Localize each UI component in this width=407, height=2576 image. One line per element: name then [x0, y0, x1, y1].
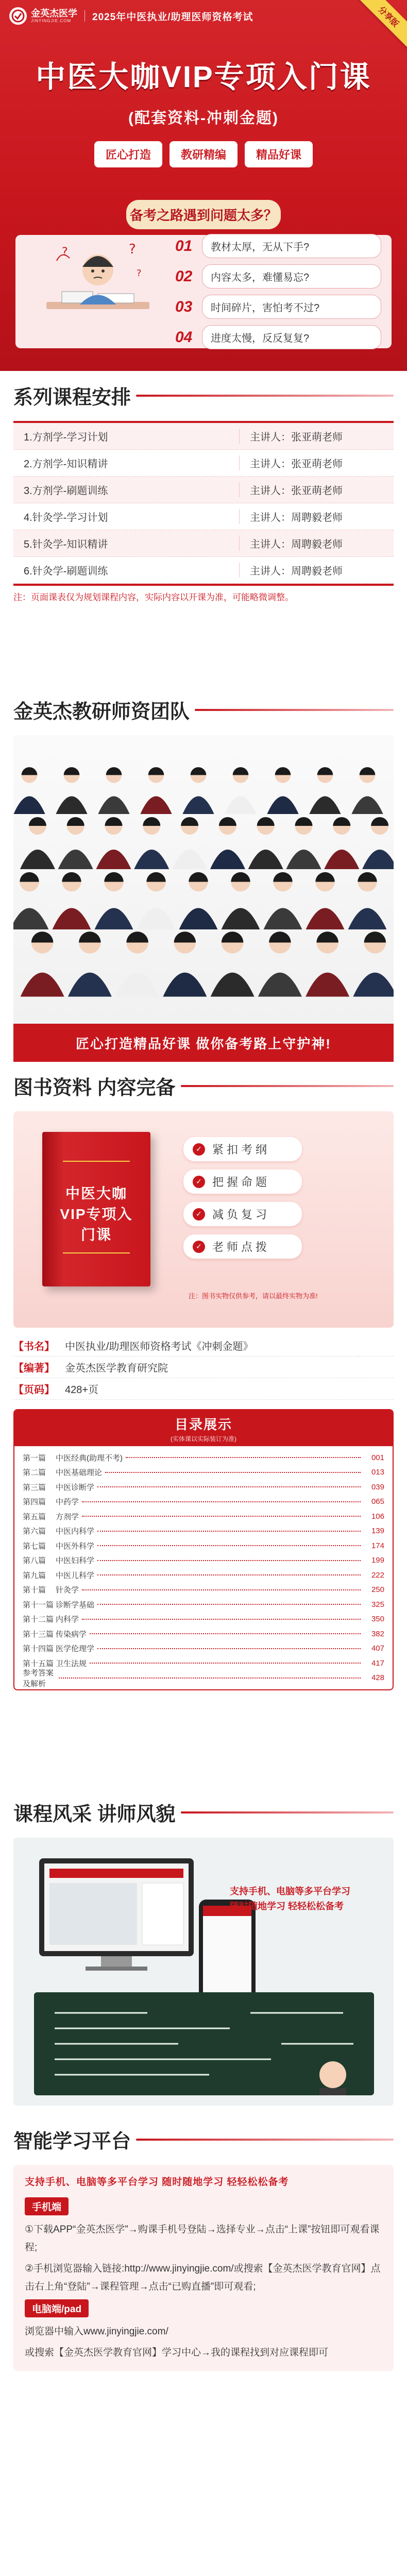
svg-text:?: ? [62, 246, 68, 259]
book-feature [183, 1202, 302, 1226]
toc-row [23, 1495, 384, 1510]
problem-number: 02 [175, 267, 193, 285]
teacher-figure [56, 767, 87, 814]
book-section [0, 1072, 407, 1690]
course-teacher: 主讲人：张亚萌老师 [239, 482, 394, 497]
toc-header [14, 1410, 393, 1446]
feature-label: 紧扣考纲 [212, 1143, 270, 1156]
tips-section [0, 2573, 407, 2576]
toc-chapter-name: 中医内科学 [56, 1527, 95, 1536]
toc-title: 目录展示 [174, 1417, 232, 1432]
pill-3: 精品好课 [245, 141, 313, 167]
toc-page-number: 106 [371, 1512, 384, 1521]
svg-text:?: ? [137, 268, 142, 279]
toc-row [23, 1480, 384, 1495]
course-teacher: 主讲人：周聘毅老师 [239, 563, 394, 578]
course-table [13, 421, 394, 586]
main-tagline: (配套资料-冲刺金题) [128, 110, 279, 127]
platform-card [13, 2165, 394, 2371]
confused-student-illustration [26, 240, 170, 343]
toc-row [23, 1583, 384, 1598]
table-row[interactable] [13, 477, 394, 503]
problem-number: 04 [175, 328, 193, 346]
toc-page-number: 428 [371, 1673, 384, 1683]
teacher-figure [115, 931, 159, 996]
toc-page-number: 350 [371, 1615, 384, 1624]
toc-chapter-name: 针灸学 [56, 1586, 79, 1595]
book-note: 注：图书实物仅供参考，请以最终实物为准! [189, 1292, 318, 1300]
exam-title: 2025年中医执业/助理医师资格考试 [92, 11, 253, 23]
book-info [13, 1335, 394, 1400]
brand-logo[interactable] [9, 7, 77, 25]
toc-row [23, 1465, 384, 1480]
teacher-figure [172, 817, 207, 869]
toc-page-number: 407 [371, 1644, 384, 1653]
toc-chapter-name: 中药学 [56, 1498, 79, 1507]
toc-list [14, 1446, 393, 1689]
toc-chapter-name: 诊断学基础 [56, 1600, 95, 1609]
check-icon: ✓ [193, 1143, 205, 1156]
toc-leader [82, 1619, 361, 1620]
pill-2: 教研精编 [169, 141, 238, 167]
book-cover-title: 中医大咖VIP专项入门课 [60, 1185, 133, 1243]
class-section [0, 1798, 407, 2106]
teacher-figure [137, 872, 176, 929]
section-title-class: 课程风采 讲师风貌 [13, 1804, 176, 1825]
toc-page-number: 250 [371, 1585, 384, 1595]
book-feature [183, 1234, 302, 1259]
toc-chapter-name: 医学伦理学 [56, 1645, 95, 1654]
caption-line: 支持手机、电脑等多平台学习 [230, 1886, 350, 1896]
book-features [183, 1137, 302, 1259]
toc-row [23, 1538, 384, 1553]
teacher-figure [309, 767, 341, 814]
check-icon: ✓ [193, 1176, 205, 1188]
toc-page-number: 174 [371, 1541, 384, 1550]
toc-chapter: 第十五篇 [23, 1659, 54, 1668]
problem-number: 01 [175, 237, 193, 255]
logo-domain: JINYINGJIE.COM [31, 18, 72, 23]
teacher-figure [96, 817, 131, 869]
toc-leader [105, 1472, 361, 1473]
toc-leader [97, 1574, 361, 1575]
teacher-figure [222, 872, 260, 929]
teacher-figure [353, 931, 394, 996]
toc-page-number: 013 [371, 1468, 384, 1477]
section-divider [136, 2139, 394, 2141]
section-divider [181, 1811, 394, 1814]
teacher-figure [264, 872, 302, 929]
toc-row [23, 1450, 384, 1465]
problem-text: 教材太厚，无从下手? [202, 234, 381, 258]
teacher-figure [98, 767, 129, 814]
table-row[interactable] [13, 450, 394, 477]
teacher-figure [134, 817, 169, 869]
problem-item [175, 295, 381, 319]
team-section [0, 696, 407, 1062]
pill-1: 匠心打造 [94, 141, 162, 167]
teacher-figure [324, 817, 359, 869]
toc-leader [59, 1677, 361, 1679]
pc-instruction: 或搜索【金英杰医学教育官网】学习中心→我的课程找到对应课程即可 [25, 2347, 329, 2358]
section-divider [136, 395, 394, 397]
course-name: 6.针灸学-刷题训练 [24, 566, 108, 577]
toc-leader [82, 1516, 361, 1517]
course-note: 注：页面课表仅为规划课程内容，实际内容以开课为准，可能略微调整。 [13, 592, 294, 602]
toc-leader [97, 1604, 361, 1605]
toc-chapter: 第八篇 [23, 1556, 46, 1566]
toc-chapter: 第一篇 [23, 1453, 46, 1463]
toc-page-number: 001 [371, 1453, 384, 1462]
book-feature [183, 1170, 302, 1194]
teacher-figure [53, 872, 91, 929]
toc-row [23, 1597, 384, 1612]
teacher-figure [13, 767, 45, 814]
teacher-figure [348, 872, 387, 929]
hero-header [0, 0, 407, 32]
toc-row [23, 1668, 384, 1688]
problem-text: 时间碎片，害怕考不过? [202, 295, 381, 319]
feature-label: 把握命题 [212, 1176, 270, 1189]
teacher-figure [140, 767, 172, 814]
toc-leader [126, 1457, 361, 1458]
teacher-figure [210, 817, 245, 869]
teacher-figure [182, 767, 214, 814]
toc-page-number: 382 [371, 1629, 384, 1638]
toc-chapter-name: 中医经典(助理不考) [56, 1453, 123, 1463]
problem-text: 内容太多，难懂易忘? [202, 264, 381, 289]
toc-page-number: 325 [371, 1600, 384, 1609]
toc-chapter: 第四篇 [23, 1498, 46, 1507]
toc-chapter: 第九篇 [23, 1571, 46, 1580]
toc-subtitle: (实体课以实际装订为准) [171, 1435, 236, 1443]
problem-panel [15, 235, 392, 348]
toc-chapter: 第六篇 [23, 1527, 46, 1536]
toc-chapter: 第十二篇 [23, 1615, 54, 1624]
toc-row [23, 1656, 384, 1671]
course-name: 4.针灸学-学习计划 [24, 512, 108, 523]
main-title: 中医大咖VIP专项入门课 [36, 60, 371, 94]
platform-section [0, 2125, 407, 2371]
toc-leader [82, 1589, 361, 1590]
teacher-figure [68, 931, 112, 996]
toc-chapter-name: 方剂学 [56, 1512, 79, 1521]
teacher-figure [248, 817, 283, 869]
class-screenshots [13, 1838, 394, 2106]
toc-leader [82, 1501, 361, 1502]
class-caption [230, 1884, 350, 1914]
toc-leader [97, 1545, 361, 1546]
toc-chapter: 第十三篇 [23, 1630, 54, 1639]
pc-tag: 电脑端/pad [25, 2299, 89, 2317]
course-name: 1.方剂学-学习计划 [24, 432, 108, 443]
course-teacher: 主讲人：张亚萌老师 [239, 429, 394, 444]
toc-chapter-name: 内科学 [56, 1615, 79, 1624]
toc-row [23, 1553, 384, 1568]
info-row [13, 1378, 394, 1400]
toc-row [23, 1641, 384, 1656]
toc-leader [97, 1531, 361, 1532]
logo-name: 金英杰医学 [31, 8, 77, 19]
toc-chapter-name: 中医基础理论 [56, 1468, 103, 1478]
feature-label: 减负复习 [212, 1208, 270, 1221]
toc-chapter: 第七篇 [23, 1541, 46, 1551]
teacher-figure [362, 817, 394, 869]
toc-chapter: 第十四篇 [23, 1645, 54, 1654]
toc-chapter-name: 中医诊断学 [56, 1483, 95, 1492]
book-feature [183, 1137, 302, 1161]
toc-page-number: 222 [371, 1570, 384, 1580]
mobile-instruction: ②手机浏览器输入链接:http://www.jinyingjie.com/或搜索【金英杰医学教育官网】点击右上角“登陆”→课程管理→点击“已购直播”即可观看; [25, 2263, 381, 2293]
problem-item [175, 325, 381, 349]
toc-row [23, 1568, 384, 1583]
toc-row [23, 1509, 384, 1524]
feature-label: 老师点拨 [212, 1241, 270, 1253]
info-row [13, 1357, 394, 1378]
toc-chapter: 第十篇 [23, 1586, 46, 1595]
toc-row [23, 1612, 384, 1627]
section-title-tips [13, 2573, 150, 2576]
info-label: 【编著】 [13, 1363, 55, 1374]
toc-page-number: 039 [371, 1482, 384, 1492]
toc-page-number: 065 [371, 1497, 384, 1506]
toc-leader [97, 1648, 361, 1649]
teacher-group-photo [13, 735, 394, 1024]
teacher-figure [267, 767, 298, 814]
teacher-figure [179, 872, 218, 929]
book-panel [13, 1111, 394, 1328]
problem-item [175, 264, 381, 289]
check-icon: ✓ [193, 1208, 205, 1221]
toc-chapter-name: 传染病学 [56, 1630, 87, 1639]
toc-row [23, 1524, 384, 1539]
teacher-figure [95, 872, 133, 929]
teacher-figure [20, 817, 55, 869]
teacher-figure [286, 817, 321, 869]
problem-number: 03 [175, 298, 193, 315]
section-title-courses: 系列课程安排 [13, 387, 131, 409]
team-banner: 匠心打造精品好课 做你备考路上守护神! [13, 1024, 394, 1062]
course-name: 2.方剂学-知识精讲 [24, 459, 108, 470]
toc-chapter: 第二篇 [23, 1468, 46, 1478]
course-teacher: 主讲人：周聘毅老师 [239, 509, 394, 524]
platform-tagline: 支持手机、电脑等多平台学习 随时随地学习 轻轻松松备考 [25, 2177, 289, 2188]
feature-pills [0, 141, 407, 167]
pc-instruction: 浏览器中输入www.jinyingjie.com/ [25, 2326, 168, 2337]
toc-page-number: 417 [371, 1658, 384, 1668]
toc-leader [97, 1560, 361, 1561]
course-section [0, 381, 407, 603]
header-divider [84, 10, 85, 22]
toc-chapter-name: 中医妇科学 [56, 1556, 95, 1566]
toc-chapter-name: 卫生法规 [56, 1659, 87, 1668]
table-row[interactable] [13, 423, 394, 450]
question-banner: 备考之路遇到问题太多？ [126, 200, 281, 229]
toc-row [23, 1626, 384, 1641]
table-of-contents [13, 1409, 394, 1690]
toc-leader [90, 1663, 361, 1664]
table-row[interactable] [13, 530, 394, 557]
problem-item [175, 234, 381, 258]
teacher-figure [13, 872, 48, 929]
teacher-figure [58, 817, 93, 869]
toc-page-number: 139 [371, 1527, 384, 1536]
teacher-figure [306, 931, 349, 996]
teacher-figure [163, 931, 207, 996]
toc-chapter: 第十一篇 [23, 1600, 54, 1609]
toc-chapter: 第五篇 [23, 1512, 46, 1521]
check-icon: ✓ [193, 1241, 205, 1253]
mobile-instruction: ①下载APP“金英杰医学”→购课手机号登陆→选择专业→点击“上课”按钮即可观看课程; [25, 2224, 380, 2253]
teacher-figure [21, 931, 64, 996]
problem-text: 进度太慢，反反复复? [202, 325, 381, 349]
table-row[interactable] [13, 557, 394, 584]
info-value: 金英杰医学教育研究院 [65, 1363, 168, 1374]
share-ribbon: 分享版 [355, 0, 407, 50]
course-teacher: 主讲人：周聘毅老师 [239, 536, 394, 551]
toc-chapter-name: 中医外科学 [56, 1541, 95, 1551]
toc-page-number: 199 [371, 1556, 384, 1565]
svg-text:?: ? [129, 242, 136, 257]
section-title-platform: 智能学习平台 [13, 2131, 131, 2153]
mobile-tag: 手机端 [25, 2197, 69, 2215]
table-row[interactable] [13, 503, 394, 530]
teacher-figure [258, 931, 302, 996]
section-title-team: 金英杰教研师资团队 [13, 701, 190, 723]
toc-chapter: 参考答案及解析 [23, 1668, 54, 1688]
problem-list [170, 234, 381, 349]
info-label: 【页码】 [13, 1384, 55, 1396]
info-row [13, 1335, 394, 1357]
hero-banner [0, 0, 407, 371]
teacher-figure [306, 872, 345, 929]
teacher-figure [211, 931, 255, 996]
toc-chapter-name: 中医儿科学 [56, 1571, 95, 1580]
book-cover-image [42, 1132, 150, 1286]
toc-chapter: 第三篇 [23, 1483, 46, 1492]
toc-leader [97, 1486, 361, 1487]
logo-icon [9, 7, 27, 25]
course-name: 3.方剂学-刷题训练 [24, 485, 108, 497]
teacher-figure [225, 767, 256, 814]
info-value: 428+页 [65, 1384, 99, 1396]
section-divider [195, 709, 394, 711]
toc-leader [90, 1633, 361, 1634]
caption-line: 随时随地学习 轻轻松松备考 [230, 1901, 344, 1911]
section-divider [181, 1085, 394, 1087]
course-name: 5.针灸学-知识精讲 [24, 539, 108, 550]
section-title-book: 图书资料 内容完备 [13, 1077, 176, 1099]
course-teacher: 主讲人：张亚萌老师 [239, 455, 394, 470]
info-value: 中医执业/助理医师资格考试《冲刺金题》 [65, 1341, 253, 1352]
teacher-figure [351, 767, 383, 814]
info-label: 【书名】 [13, 1341, 55, 1352]
